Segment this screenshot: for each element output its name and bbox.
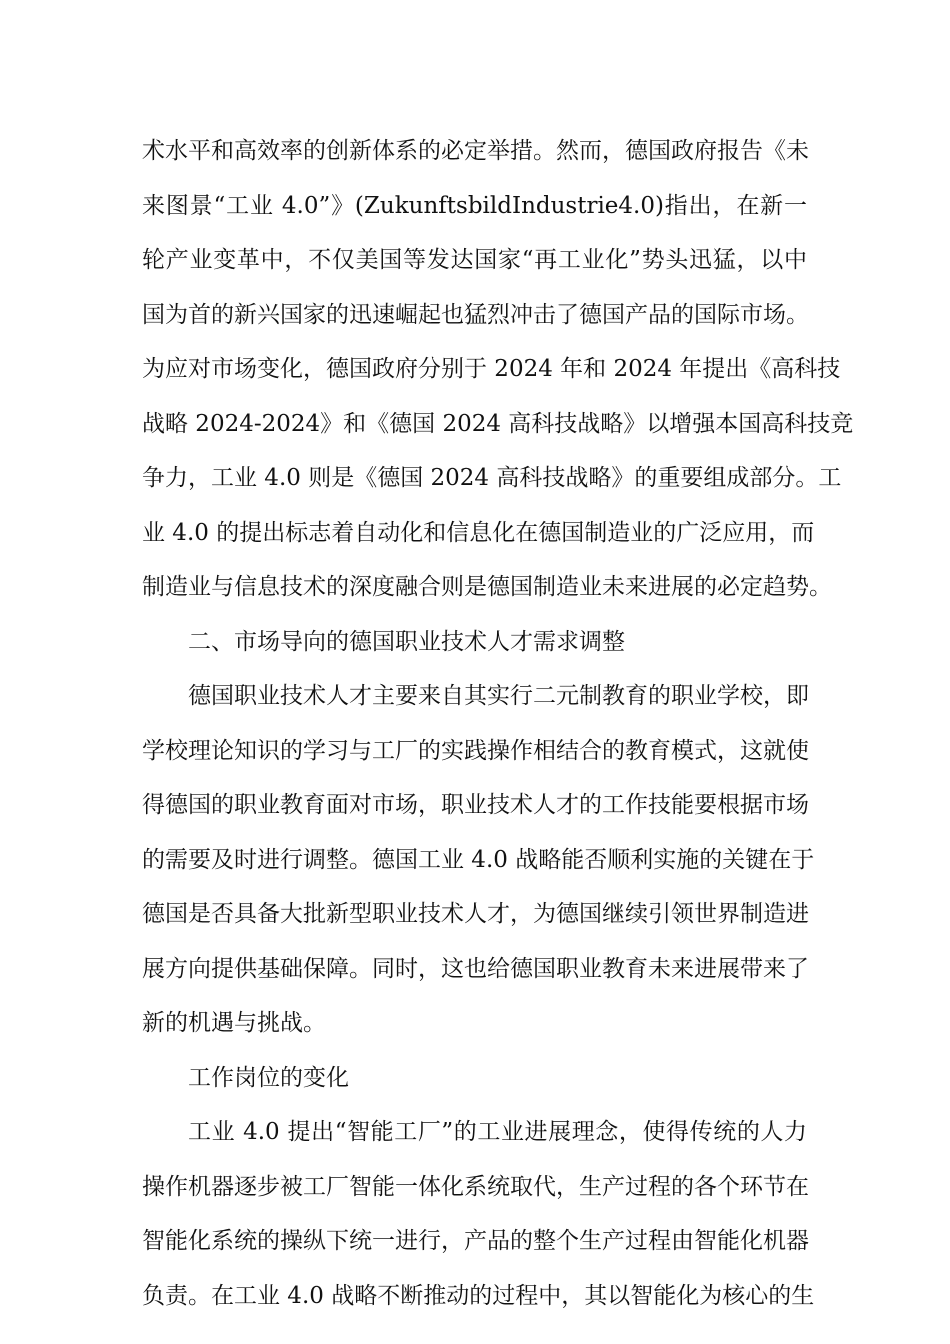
text-line-7: 争力，工业 4.0 则是《德国 2024 高科技战略》的重要组成部分。工: [142, 465, 842, 491]
text-line-13: 得德国的职业教育面对市场，职业技术人才的工作技能要根据市场: [142, 792, 809, 818]
text-line-8: 业 4.0 的提出标志着自动化和信息化在德国制造业的广泛应用，而: [142, 519, 815, 546]
text-line-6: 战略 2024-2024》和《德国 2024 高科技战略》以增强本国高科技竞: [142, 410, 854, 437]
text-line-5: 为应对市场变化，德国政府分别于 2024 年和 2024 年提出《高科技: [142, 356, 841, 382]
text-line-15: 德国是否具备大批新型职业技术人才，为德国继续引领世界制造进: [142, 901, 809, 927]
text-line-17: 新的机遇与挑战。: [142, 1010, 326, 1036]
subsection-heading: 工作岗位的变化: [188, 1064, 349, 1091]
text-line-9: 制造业与信息技术的深度融合则是德国制造业未来进展的必定趋势。: [142, 574, 832, 600]
text-line-21: 智能化系统的操纵下统一进行，产品的整个生产过程由智能化机器: [142, 1228, 809, 1254]
text-line-1: 术水平和高效率的创新体系的必定举措。然而，德国政府报告《未: [142, 138, 809, 164]
text-line-16: 展方向提供基础保障。同时，这也给德国职业教育未来进展带来了: [142, 955, 809, 982]
text-line-14: 的需要及时进行调整。德国工业 4.0 战略能否顺利实施的关键在于: [142, 846, 815, 873]
body-text: [142, 124, 854, 1323]
text-line-4: 国为首的新兴国家的迅速崛起也猛烈冲击了德国产品的国际市场。: [142, 301, 809, 328]
section-heading: 二、市场导向的德国职业技术人才需求调整: [188, 628, 625, 655]
text-line-2: 来图景“工业 4.0”》(ZukunftsbildIndustrie4.0)指出，在新一: [142, 192, 807, 219]
text-line-11: 德国职业技术人才主要来自其实行二元制教育的职业学校，即: [188, 683, 809, 709]
text-line-20: 操作机器逐步被工厂智能一体化系统取代，生产过程的各个环节在: [142, 1173, 809, 1200]
text-line-22: 负责。在工业 4.0 战略不断推动的过程中，其以智能化为核心的生: [142, 1282, 815, 1309]
text-line-3: 轮产业变革中，不仅美国等发达国家“再工业化”势头迅猛，以中: [142, 247, 807, 273]
text-line-19: 工业 4.0 提出“智能工厂”的工业进展理念，使得传统的人力: [188, 1119, 807, 1145]
text-line-12: 学校理论知识的学习与工厂的实践操作相结合的教育模式，这就使: [142, 737, 809, 764]
